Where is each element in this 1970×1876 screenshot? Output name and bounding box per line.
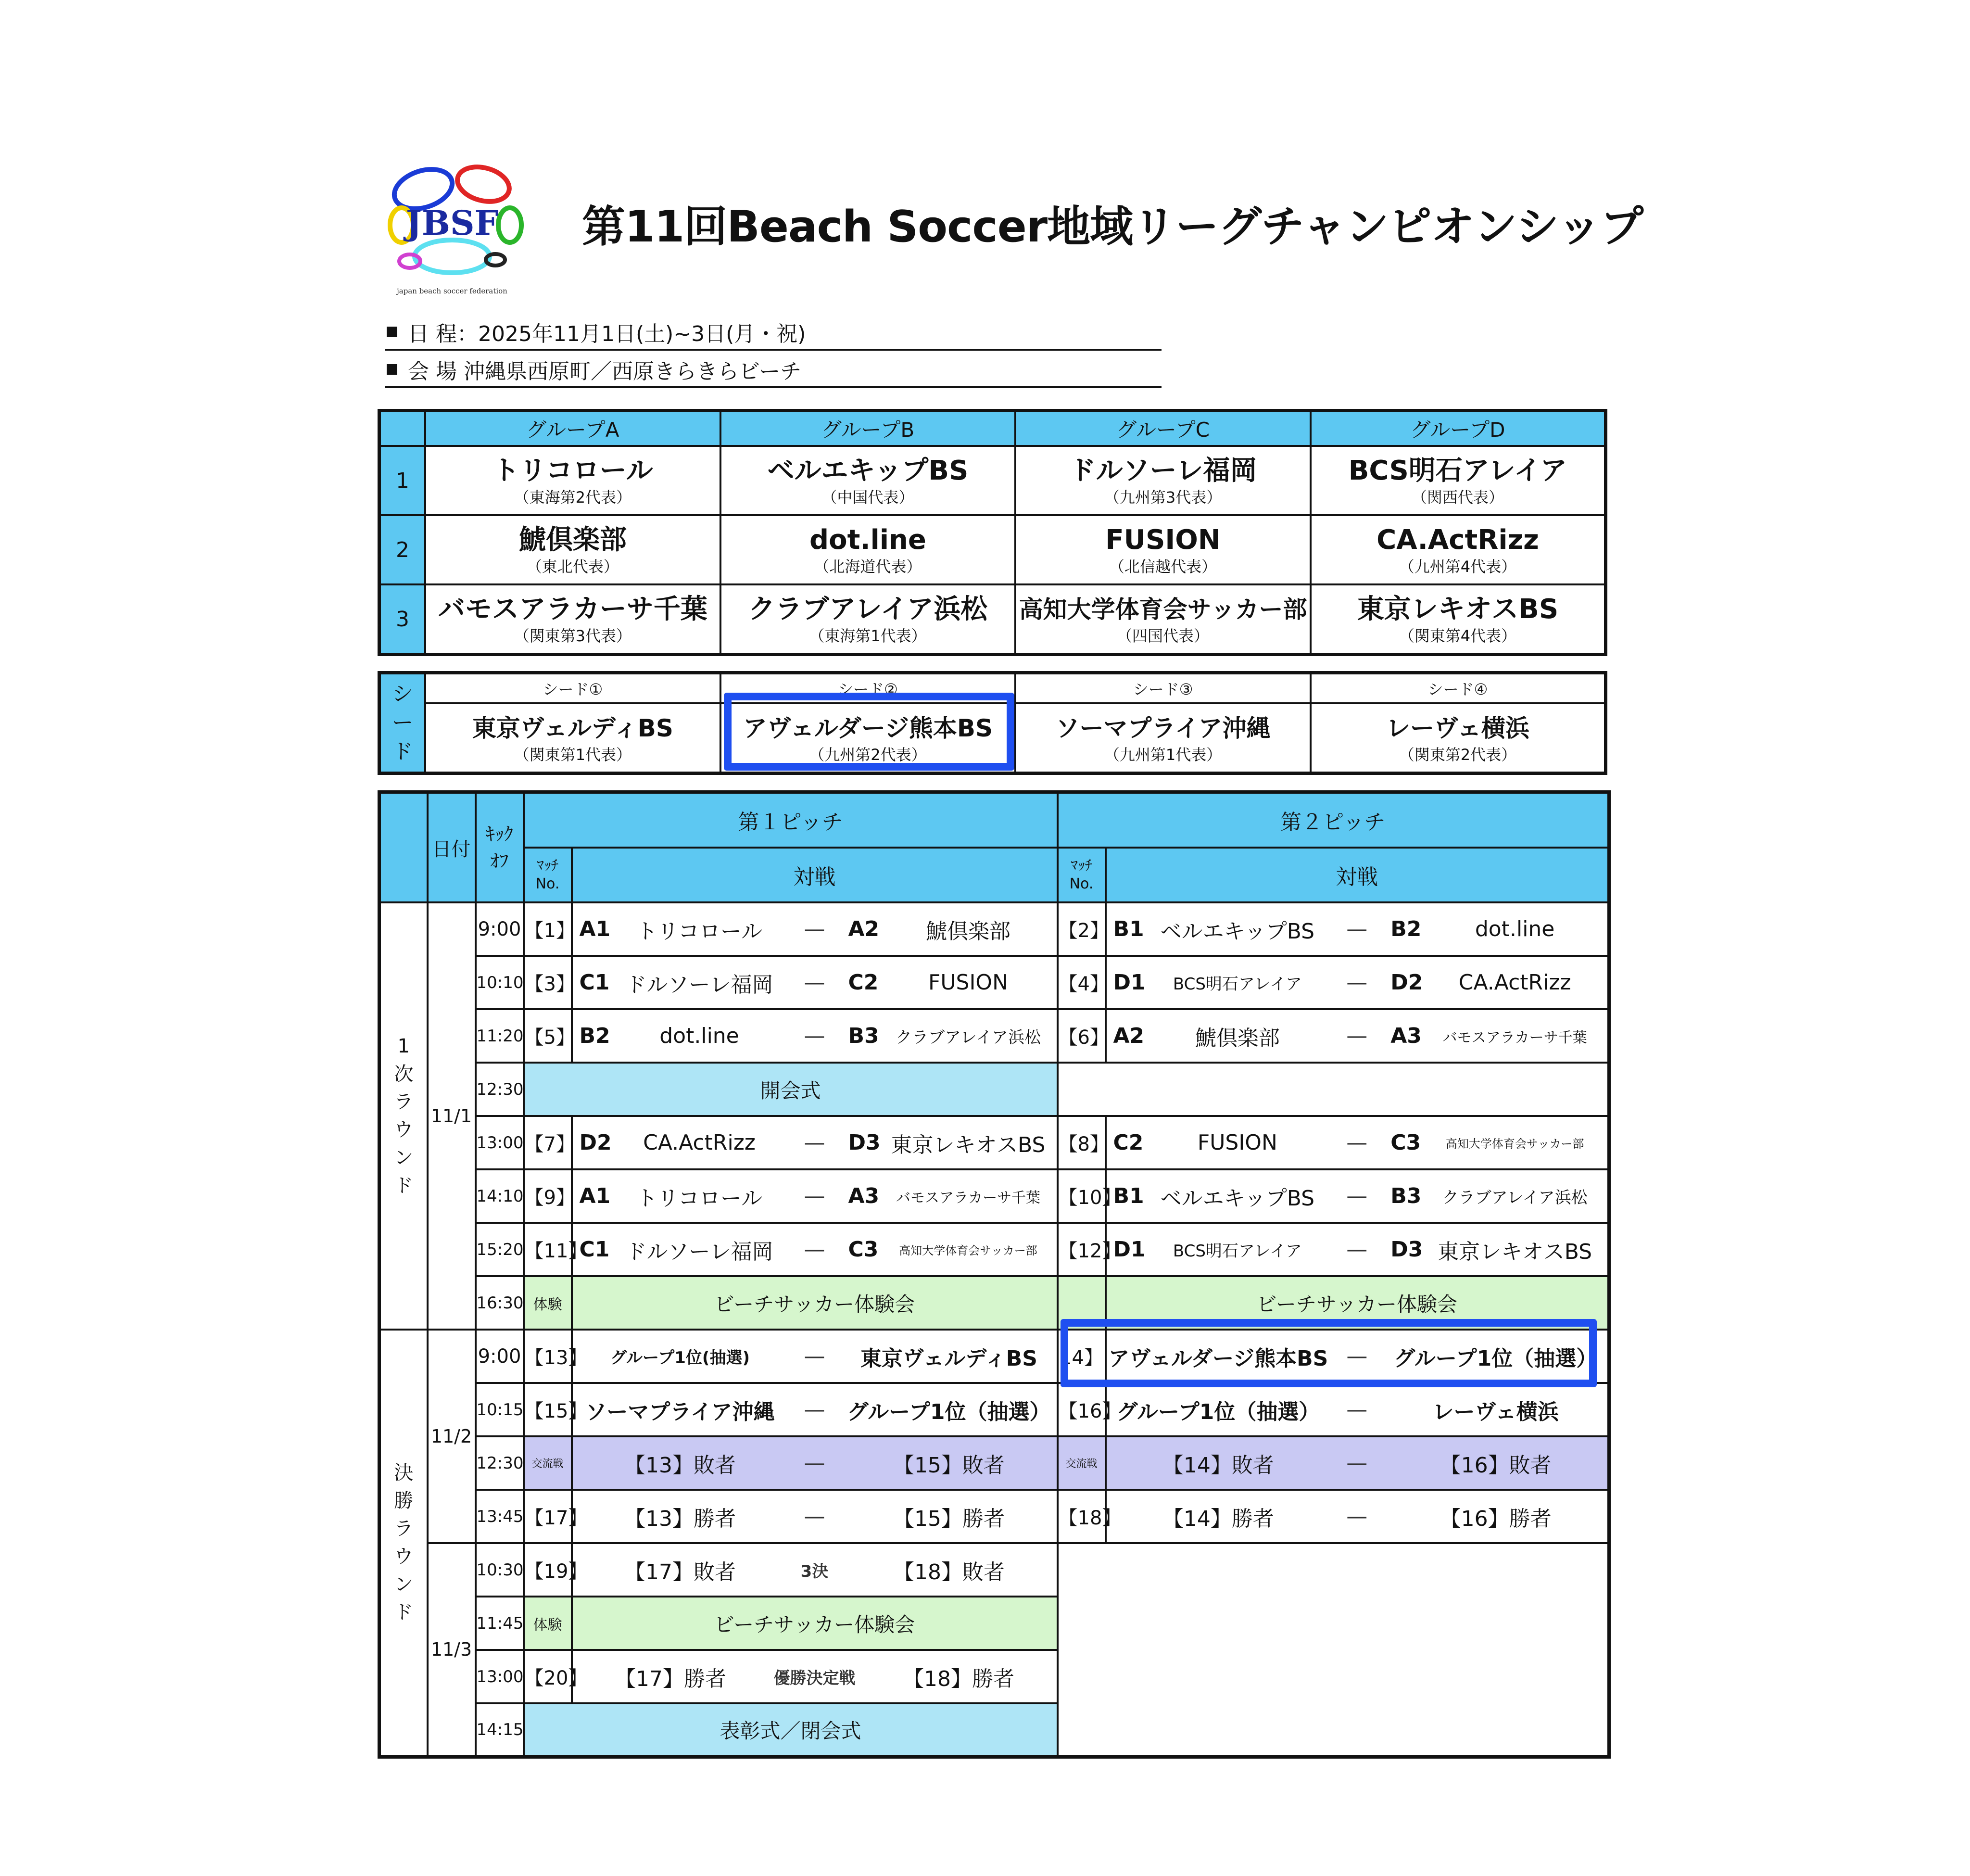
team-rep: （関東第2代表） — [1399, 746, 1517, 764]
pitch2-header: 第２ピッチ — [1058, 792, 1609, 848]
team-cell — [1311, 584, 1606, 655]
dash: — — [1346, 970, 1368, 995]
team-cell — [425, 446, 720, 515]
award-ceremony: 表彰式／閉会式 — [524, 1703, 1058, 1757]
team-a: ベルエキップBS — [1160, 919, 1315, 944]
match-no: 【20】 — [524, 1650, 572, 1703]
slot-code: A2 — [848, 917, 880, 941]
kickoff-time: 14:15 — [476, 1703, 524, 1757]
team-rep: （東海第2代表） — [514, 488, 631, 507]
slot-code: B3 — [1390, 1184, 1422, 1208]
team-cell — [720, 515, 1016, 584]
team-cell — [1015, 446, 1311, 515]
slot-code: D3 — [1390, 1237, 1423, 1262]
seed-4-header: シード④ — [1311, 673, 1606, 704]
team-a: 【17】勝者 — [615, 1666, 726, 1691]
label-char: ン — [394, 1147, 414, 1169]
team-name: ベルエキップBS — [767, 455, 969, 486]
kickoff-time: 9:00 — [476, 902, 524, 956]
team-b: 【16】敗者 — [1440, 1453, 1552, 1478]
dash: — — [804, 1024, 825, 1048]
match-cell — [572, 1169, 1058, 1223]
team-a: 【14】敗者 — [1162, 1453, 1274, 1478]
slot-code: B2 — [1390, 917, 1422, 941]
team-b: 【18】勝者 — [903, 1666, 1014, 1691]
experience-event: ビーチサッカー体験会 — [1106, 1276, 1609, 1330]
team-b: 東京レキオスBS — [1438, 1239, 1592, 1264]
team-rep: （九州第2代表） — [809, 746, 927, 764]
match-cell — [572, 1650, 1058, 1703]
dash: — — [1346, 1130, 1368, 1155]
team-a: BCS明石アレイア — [1173, 1242, 1302, 1261]
team-a: ドルソーレ福岡 — [625, 972, 773, 997]
team-rep: （関東第3代表） — [514, 627, 631, 645]
match-no: 【6】 — [1058, 1009, 1106, 1063]
label-char: ラ — [394, 1518, 414, 1540]
team-b: 【15】敗者 — [893, 1453, 1005, 1478]
match-cell — [1106, 1116, 1609, 1169]
match-no: 【10】 — [1058, 1169, 1106, 1223]
match-cell — [1106, 1436, 1609, 1490]
row-number: 2 — [379, 515, 426, 584]
team-b: 東京レキオスBS — [891, 1132, 1046, 1157]
team-a: ソーマプライア沖縄 — [585, 1399, 775, 1424]
experience-event: ビーチサッカー体験会 — [572, 1597, 1058, 1650]
team-a: グループ1位(抽選) — [610, 1348, 750, 1368]
opening-ceremony: 開会式 — [524, 1063, 1058, 1116]
team-name: CA.ActRizz — [1376, 524, 1539, 556]
match-no: 【7】 — [524, 1116, 572, 1169]
match-cell — [572, 1116, 1058, 1169]
dash: — — [1346, 1024, 1368, 1048]
team-rep: （九州第4代表） — [1399, 558, 1517, 576]
dash: — — [804, 1504, 825, 1529]
team-rep: （関東第1代表） — [514, 746, 631, 764]
slot-code: C2 — [848, 970, 879, 995]
taisen-header: 対戦 — [1106, 848, 1609, 902]
seed-2-header: シード② — [720, 673, 1016, 704]
team-b: クラブアレイア浜松 — [896, 1028, 1041, 1047]
team-rep: （九州第3代表） — [1104, 488, 1222, 507]
event-tag: 体験 — [524, 1276, 572, 1330]
slot-code: A3 — [848, 1184, 880, 1208]
kickoff-time: 13:00 — [476, 1116, 524, 1169]
team-b: バモスアラカーサ千葉 — [1442, 1029, 1587, 1046]
slot-code: B2 — [579, 1024, 610, 1048]
date-cell: 11/3 — [428, 1543, 476, 1757]
seed-label-char: ー — [392, 710, 413, 735]
highlight-box — [724, 693, 1014, 771]
team-name: ソーマプライア沖縄 — [1055, 714, 1271, 742]
team-name: BCS明石アレイア — [1348, 455, 1567, 486]
match-no: 【18】 — [1058, 1490, 1106, 1543]
dash: — — [1346, 917, 1368, 941]
match-cell — [1106, 1223, 1609, 1276]
kickoff-time: 13:45 — [476, 1490, 524, 1543]
empty-area — [1058, 1543, 1609, 1757]
team-rep: （関東第4代表） — [1399, 627, 1517, 645]
slot-code: D2 — [579, 1130, 612, 1155]
slot-code: D2 — [1390, 970, 1423, 995]
label-char: 1 — [397, 1035, 410, 1057]
team-cell — [1015, 584, 1311, 655]
group-c-header: グループC — [1015, 411, 1311, 446]
venue-text: 会 場 沖縄県西原町／西原きらきらビーチ — [408, 359, 802, 384]
kickoff-time: 14:10 — [476, 1169, 524, 1223]
dash: — — [1346, 1451, 1368, 1475]
schedule-table — [378, 790, 1611, 1759]
team-rep: （関西代表） — [1411, 488, 1504, 507]
dash: — — [1346, 1504, 1368, 1529]
seed-1-header: シード① — [425, 673, 720, 704]
team-b: 高知大学体育会サッカー部 — [1445, 1137, 1584, 1151]
team-cell — [425, 515, 720, 584]
seed-label-char: シ — [392, 682, 413, 706]
match-no: 【2】 — [1058, 902, 1106, 956]
match-no-line: ﾏｯﾁ — [537, 857, 558, 874]
match-cell — [1106, 1169, 1609, 1223]
label-char: ド — [394, 1601, 414, 1624]
team-a: トリコロール — [636, 1186, 763, 1211]
team-b: 東京ヴェルディBS — [860, 1346, 1037, 1371]
label-char: ド — [394, 1175, 414, 1197]
team-name: トリコロール — [492, 455, 653, 486]
team-a: ドルソーレ福岡 — [625, 1239, 773, 1264]
team-name: 高知大学体育会サッカー部 — [1019, 596, 1307, 623]
team-name: 東京レキオスBS — [1357, 594, 1559, 625]
label-char: ウ — [394, 1119, 414, 1141]
kickoff-time: 12:30 — [476, 1063, 524, 1116]
team-cell — [1311, 446, 1606, 515]
team-a: 【14】勝者 — [1162, 1506, 1274, 1531]
label-char: 次 — [394, 1063, 414, 1085]
dash: — — [1346, 1184, 1368, 1208]
slot-code: B1 — [1113, 1184, 1144, 1208]
group-b-header: グループB — [720, 411, 1016, 446]
kickoff-time: 10:10 — [476, 956, 524, 1009]
slot-code: C3 — [848, 1237, 879, 1262]
slot-code: C1 — [579, 970, 610, 995]
page-title: 第11回Beach Soccer地域リーグチャンピオンシップ — [582, 202, 1643, 252]
team-b: 高知大学体育会サッカー部 — [899, 1244, 1037, 1257]
slot-code: A1 — [579, 1184, 611, 1208]
schedule-text: 日 程：2025年11月1日(土)~3日(月・祝) — [408, 322, 806, 346]
match-cell — [572, 1223, 1058, 1276]
slot-code: C3 — [1390, 1130, 1421, 1155]
slot-code: B3 — [848, 1024, 879, 1048]
kickoff-time: 11:20 — [476, 1009, 524, 1063]
team-a: アヴェルダージ熊本BS — [1108, 1346, 1328, 1371]
date-cell: 11/2 — [428, 1330, 476, 1543]
kickoff-time: 15:20 — [476, 1223, 524, 1276]
team-b: グループ1位（抽選） — [1394, 1346, 1598, 1371]
match-cell — [572, 1436, 1058, 1490]
date-cell: 11/1 — [428, 902, 476, 1330]
exchange-tag: 交流戦 — [524, 1436, 572, 1490]
team-b: バモスアラカーサ千葉 — [896, 1189, 1040, 1206]
match-no-header — [1058, 848, 1106, 902]
slot-code: D1 — [1113, 1237, 1146, 1262]
dash: — — [804, 1184, 825, 1208]
bullet-square-icon — [387, 327, 397, 337]
match-no: 【3】 — [524, 956, 572, 1009]
team-name: クラブアレイア浜松 — [748, 594, 988, 625]
match-no: 【9】 — [524, 1169, 572, 1223]
team-a: 【17】敗者 — [624, 1559, 736, 1584]
team-a: 鯱倶楽部 — [1195, 1026, 1280, 1051]
slot-code: A1 — [579, 917, 611, 941]
match-no-header — [524, 848, 572, 902]
team-rep: （北海道代表） — [814, 558, 922, 576]
seed-team-cell — [1311, 703, 1606, 773]
match-cell — [572, 956, 1058, 1009]
team-cell — [720, 584, 1016, 655]
row-number: 1 — [379, 446, 426, 515]
slot-code: A3 — [1390, 1024, 1422, 1048]
team-b: 鯱倶楽部 — [926, 919, 1010, 944]
team-b: CA.ActRizz — [1458, 970, 1571, 995]
match-no: 【8】 — [1058, 1116, 1106, 1169]
match-cell — [1106, 1383, 1609, 1436]
logo-caption: japan beach soccer federation — [397, 287, 507, 295]
kickoff-time: 12:30 — [476, 1436, 524, 1490]
slot-code: D1 — [1113, 970, 1146, 995]
groups-table — [378, 409, 1607, 656]
match-no: 【13】 — [524, 1330, 572, 1383]
match-no-line: No. — [1069, 875, 1094, 892]
exchange-tag: 交流戦 — [1058, 1436, 1106, 1490]
match-no: 【11】 — [524, 1223, 572, 1276]
team-b: dot.line — [1475, 917, 1555, 941]
kickoff-time: 13:00 — [476, 1650, 524, 1703]
slot-code: A2 — [1113, 1024, 1145, 1048]
row-number: 3 — [379, 584, 426, 655]
team-cell — [425, 584, 720, 655]
label-char: 勝 — [394, 1490, 414, 1512]
kickoff-time: 11:45 — [476, 1597, 524, 1650]
kickoff-time: 16:30 — [476, 1276, 524, 1330]
dash: — — [1346, 1237, 1368, 1262]
team-a: BCS明石アレイア — [1173, 975, 1302, 994]
team-rep: （東北代表） — [526, 558, 619, 576]
slot-code: C1 — [579, 1237, 610, 1262]
dash: — — [804, 970, 825, 995]
label-char: 決 — [394, 1462, 414, 1484]
dash: — — [804, 917, 825, 941]
slot-code: B1 — [1113, 917, 1144, 941]
team-b: 【16】勝者 — [1440, 1506, 1552, 1531]
logo-wordmark: JBSF — [405, 203, 499, 243]
dash: — — [1346, 1344, 1368, 1369]
dash: — — [804, 1237, 825, 1262]
dash: — — [804, 1451, 825, 1475]
schedule-line — [385, 315, 1162, 351]
empty-cell — [1058, 1063, 1609, 1116]
label-char: ウ — [394, 1546, 414, 1568]
match-cell — [1106, 1490, 1609, 1543]
team-a: グループ1位（抽選） — [1116, 1399, 1320, 1424]
seed-team-cell — [425, 703, 720, 773]
team-cell — [1015, 515, 1311, 584]
kickoff-time: 9:00 — [476, 1330, 524, 1383]
match-cell — [572, 1009, 1058, 1063]
corner-cell — [379, 792, 428, 903]
team-b: 【15】勝者 — [893, 1506, 1005, 1531]
match-no: 【15】 — [524, 1383, 572, 1436]
third-place-label: 3決 — [800, 1562, 829, 1581]
team-name: アヴェルダージ熊本BS — [743, 714, 993, 742]
team-b: グループ1位（抽選） — [847, 1399, 1051, 1424]
team-rep: （四国代表） — [1117, 627, 1210, 645]
match-cell — [1106, 956, 1609, 1009]
team-name: 鯱倶楽部 — [518, 524, 627, 556]
team-a: トリコロール — [636, 919, 763, 944]
match-cell — [1106, 902, 1609, 956]
group-d-header: グループD — [1311, 411, 1606, 446]
team-b: レーヴェ横浜 — [1432, 1399, 1559, 1424]
kickoff-header — [476, 792, 524, 903]
pitch1-header: 第１ピッチ — [524, 792, 1058, 848]
team-b: 【18】敗者 — [893, 1559, 1005, 1584]
label-char: ン — [394, 1573, 414, 1596]
kickoff-time: 10:30 — [476, 1543, 524, 1597]
final-round-label — [379, 1330, 428, 1757]
date-header: 日付 — [428, 792, 476, 903]
team-rep: （九州第1代表） — [1104, 746, 1222, 764]
team-a: CA.ActRizz — [643, 1130, 756, 1155]
team-name: FUSION — [1105, 524, 1221, 556]
team-a: dot.line — [659, 1024, 739, 1048]
team-name: レーヴェ横浜 — [1386, 714, 1529, 742]
match-no: 【17】 — [524, 1490, 572, 1543]
event-tag: 体験 — [524, 1597, 572, 1650]
match-no: 【16】 — [1058, 1383, 1106, 1436]
team-a: 【13】勝者 — [624, 1506, 736, 1531]
team-b: クラブアレイア浜松 — [1442, 1188, 1588, 1207]
seed-team-cell — [1015, 703, 1311, 773]
dash: — — [804, 1130, 825, 1155]
team-name: dot.line — [809, 524, 926, 556]
groups-corner — [379, 411, 426, 446]
final-label: 優勝決定戦 — [773, 1669, 856, 1688]
team-a: 【13】敗者 — [624, 1453, 736, 1478]
team-cell — [1311, 515, 1606, 584]
match-cell — [1106, 1009, 1609, 1063]
taisen-header: 対戦 — [572, 848, 1058, 902]
match-no: 【1】 — [524, 902, 572, 956]
seed-3-header: シード③ — [1015, 673, 1311, 704]
match-cell — [572, 1330, 1058, 1383]
team-name: ドルソーレ福岡 — [1069, 455, 1257, 486]
first-round-label — [379, 902, 428, 1330]
match-no: 【4】 — [1058, 956, 1106, 1009]
seed-side-label — [379, 673, 426, 773]
team-rep: （中国代表） — [821, 488, 914, 507]
match-no: 【5】 — [524, 1009, 572, 1063]
kickoff-line: ｵﾌ — [490, 850, 509, 872]
experience-event: ビーチサッカー体験会 — [572, 1276, 1058, 1330]
match-cell — [572, 1383, 1058, 1436]
seed-label-char: ド — [392, 739, 413, 764]
match-cell — [572, 902, 1058, 956]
team-b: FUSION — [928, 970, 1008, 995]
team-name: バモスアラカーサ千葉 — [438, 594, 707, 625]
slot-code: C2 — [1113, 1130, 1144, 1155]
team-a: FUSION — [1197, 1130, 1277, 1155]
match-no-line: ﾏｯﾁ — [1071, 857, 1092, 874]
slot-code: D3 — [848, 1130, 881, 1155]
jbsf-logo — [380, 153, 534, 297]
team-a: ベルエキップBS — [1160, 1186, 1315, 1211]
team-rep: （北信越代表） — [1109, 558, 1217, 576]
team-cell — [720, 446, 1016, 515]
kickoff-time: 10:15 — [476, 1383, 524, 1436]
dash: — — [804, 1397, 825, 1422]
label-char: ラ — [394, 1091, 414, 1113]
match-no-line: No. — [535, 875, 560, 892]
highlight-box — [1061, 1319, 1597, 1387]
match-no: 【19】 — [524, 1543, 572, 1597]
venue-line — [385, 353, 1162, 388]
kickoff-line: ｷｯｸ — [485, 824, 513, 845]
team-name: 東京ヴェルディBS — [472, 714, 673, 742]
match-no: 【12】 — [1058, 1223, 1106, 1276]
match-cell — [572, 1490, 1058, 1543]
dash: — — [1346, 1397, 1368, 1422]
match-cell — [572, 1543, 1058, 1597]
match-no: 14】 — [1058, 1330, 1106, 1383]
bullet-square-icon — [387, 364, 397, 375]
team-rep: （東海第1代表） — [809, 627, 927, 645]
dash: — — [804, 1344, 825, 1369]
group-a-header: グループA — [425, 411, 720, 446]
